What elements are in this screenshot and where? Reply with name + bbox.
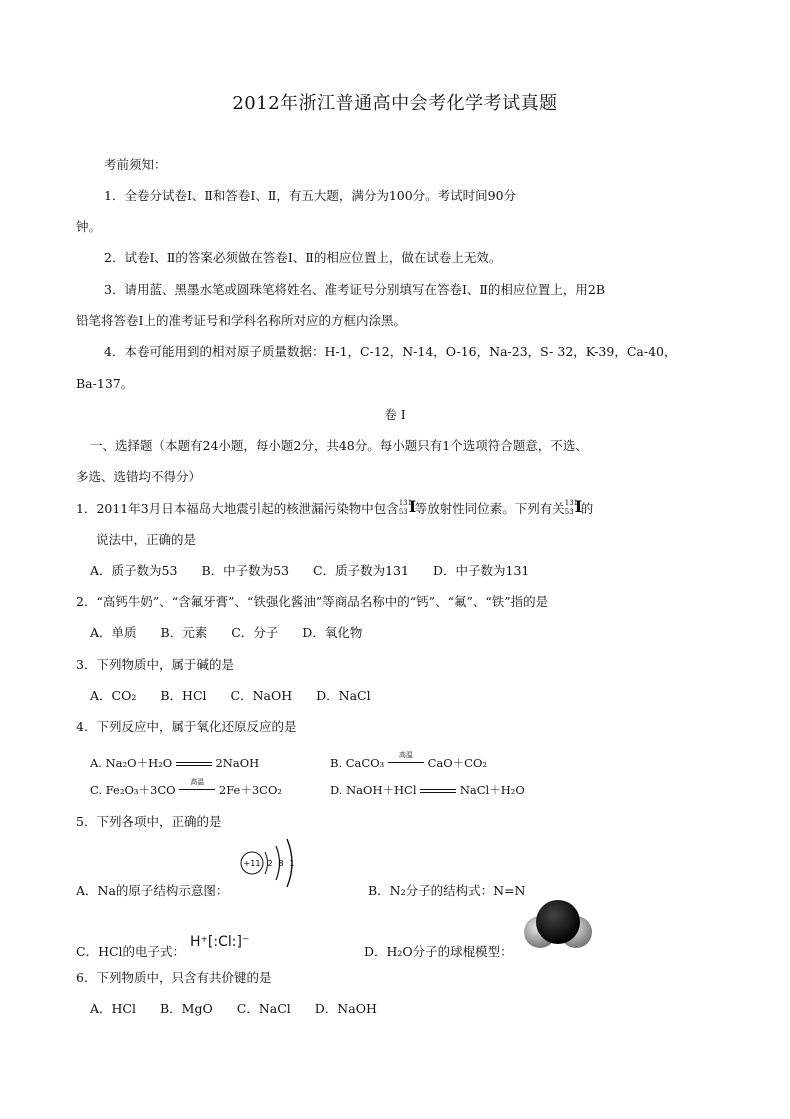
atomic-structure-diagram [238, 834, 302, 894]
option-d[interactable]: D．NaCl [316, 688, 371, 703]
option-c[interactable]: C．NaCl [236, 1001, 291, 1016]
question-6-stem: 6．下列物质中，只含有共价键的是 [76, 970, 272, 985]
ball-model-image [518, 894, 598, 958]
question-3-options [90, 688, 395, 704]
question-5-stem: 5．下列各项中，正确的是 [76, 814, 222, 829]
option-d[interactable]: D．H₂O分子的球棍模型： [364, 944, 513, 959]
notice-1: 1．全卷分试卷Ⅰ、Ⅱ和答卷Ⅰ、Ⅱ，有五大题，满分为100分。考试时间90分 [104, 188, 517, 203]
notice-2: 2．试卷Ⅰ、Ⅱ的答案必须做在答卷Ⅰ、Ⅱ的相应位置上，做在试卷上无效。 [104, 250, 502, 265]
isotope-symbol: 131 53 I [398, 496, 417, 516]
notice-3: 3．请用蓝、黑墨水笔或圆珠笔将姓名、准考证号分别填写在答卷Ⅰ、Ⅱ的相应位置上，用2B [104, 282, 606, 297]
section-heading-cont: 多选、选错均不得分） [76, 469, 202, 484]
shell-count: 8 [278, 859, 284, 868]
option-c[interactable]: C．HCl的电子式： [76, 944, 186, 959]
option-b[interactable]: B. CaCO₃ 高温 CaO＋CO₂ [330, 751, 487, 770]
electron-formula: H⁺[:Cl:]⁻ [190, 934, 250, 950]
option-c[interactable]: C．NaOH [230, 688, 293, 703]
notice-heading: 考前须知： [104, 157, 167, 172]
option-a[interactable]: A．Na的原子结构示意图： [76, 883, 229, 898]
question-2-options [90, 625, 386, 641]
equal-sign [420, 786, 456, 796]
option-a[interactable]: A．质子数为53 [90, 563, 178, 578]
option-b[interactable]: B．中子数为53 [201, 563, 290, 578]
option-b[interactable]: B．元素 [160, 625, 208, 640]
nucleus-charge: +11 [243, 859, 261, 868]
notice-1-cont: 钟。 [76, 219, 102, 234]
option-d[interactable]: D. NaOH＋HCl NaCl＋H₂O [330, 783, 525, 797]
option-d[interactable]: D．中子数为131 [432, 563, 530, 578]
volume-heading: 卷 Ⅰ [384, 407, 406, 422]
option-a[interactable]: A．HCl [90, 1001, 136, 1016]
question-3-stem: 3．下列物质中，属于碱的是 [76, 657, 234, 672]
page-title: 2012年浙江普通高中会考化学考试真题 [232, 93, 558, 114]
notice-4: 4．本卷可能用到的相对原子质量数据：H-1，C-12，N-14，O-16，Na-23，S- 32，K-39，Ca-40， [104, 344, 677, 359]
shell-count: 1 [289, 859, 295, 868]
question-1-stem-cont: 说法中，正确的是 [96, 532, 197, 547]
option-c[interactable]: C．分子 [231, 625, 279, 640]
equal-sign [176, 759, 212, 769]
option-a[interactable]: A．CO₂ [90, 688, 137, 703]
option-b[interactable]: B．N₂分子的结构式：N=N [368, 883, 526, 898]
question-1-stem: 1．2011年3月日本福岛大地震引起的核泄漏污染物中包含 131 53 I 等放射性同位素。下列有关 131 53 I 的 [76, 496, 594, 516]
reaction-arrow: 高温 [388, 759, 424, 769]
option-d[interactable]: D．NaOH [314, 1001, 377, 1016]
option-a[interactable]: A. Na₂O＋H₂O 2NaOH [90, 756, 260, 770]
option-c[interactable]: C．质子数为131 [313, 563, 409, 578]
question-4-stem: 4．下列反应中，属于氧化还原反应的是 [76, 719, 297, 734]
option-d[interactable]: D．氧化物 [302, 625, 363, 640]
reaction-arrow: 高温 [179, 786, 215, 796]
option-b[interactable]: B．HCl [160, 688, 207, 703]
question-6-options [90, 1001, 401, 1017]
question-1-options [90, 563, 553, 579]
option-c[interactable]: C. Fe₂O₃＋3CO 高温 2Fe＋3CO₂ [90, 778, 283, 797]
section-heading: 一、选择题（本题有24小题，每小题2分，共48分。每小题只有1个选项符合题意，不选、 [90, 438, 588, 453]
shell-count: 2 [267, 859, 273, 868]
option-a[interactable]: A．单质 [90, 625, 137, 640]
option-b[interactable]: B．MgO [160, 1001, 213, 1016]
notice-4-cont: Ba-137。 [76, 376, 134, 391]
question-2-stem: 2．“高钙牛奶”、“含氟牙膏”、“铁强化酱油”等商品名称中的“钙”、“氟”、“铁”指的是 [76, 594, 549, 609]
notice-3-cont: 铅笔将答卷Ⅰ上的准考证号和学科名称所对应的方框内涂黑。 [76, 313, 406, 328]
isotope-symbol: 131 53 I [564, 496, 583, 516]
